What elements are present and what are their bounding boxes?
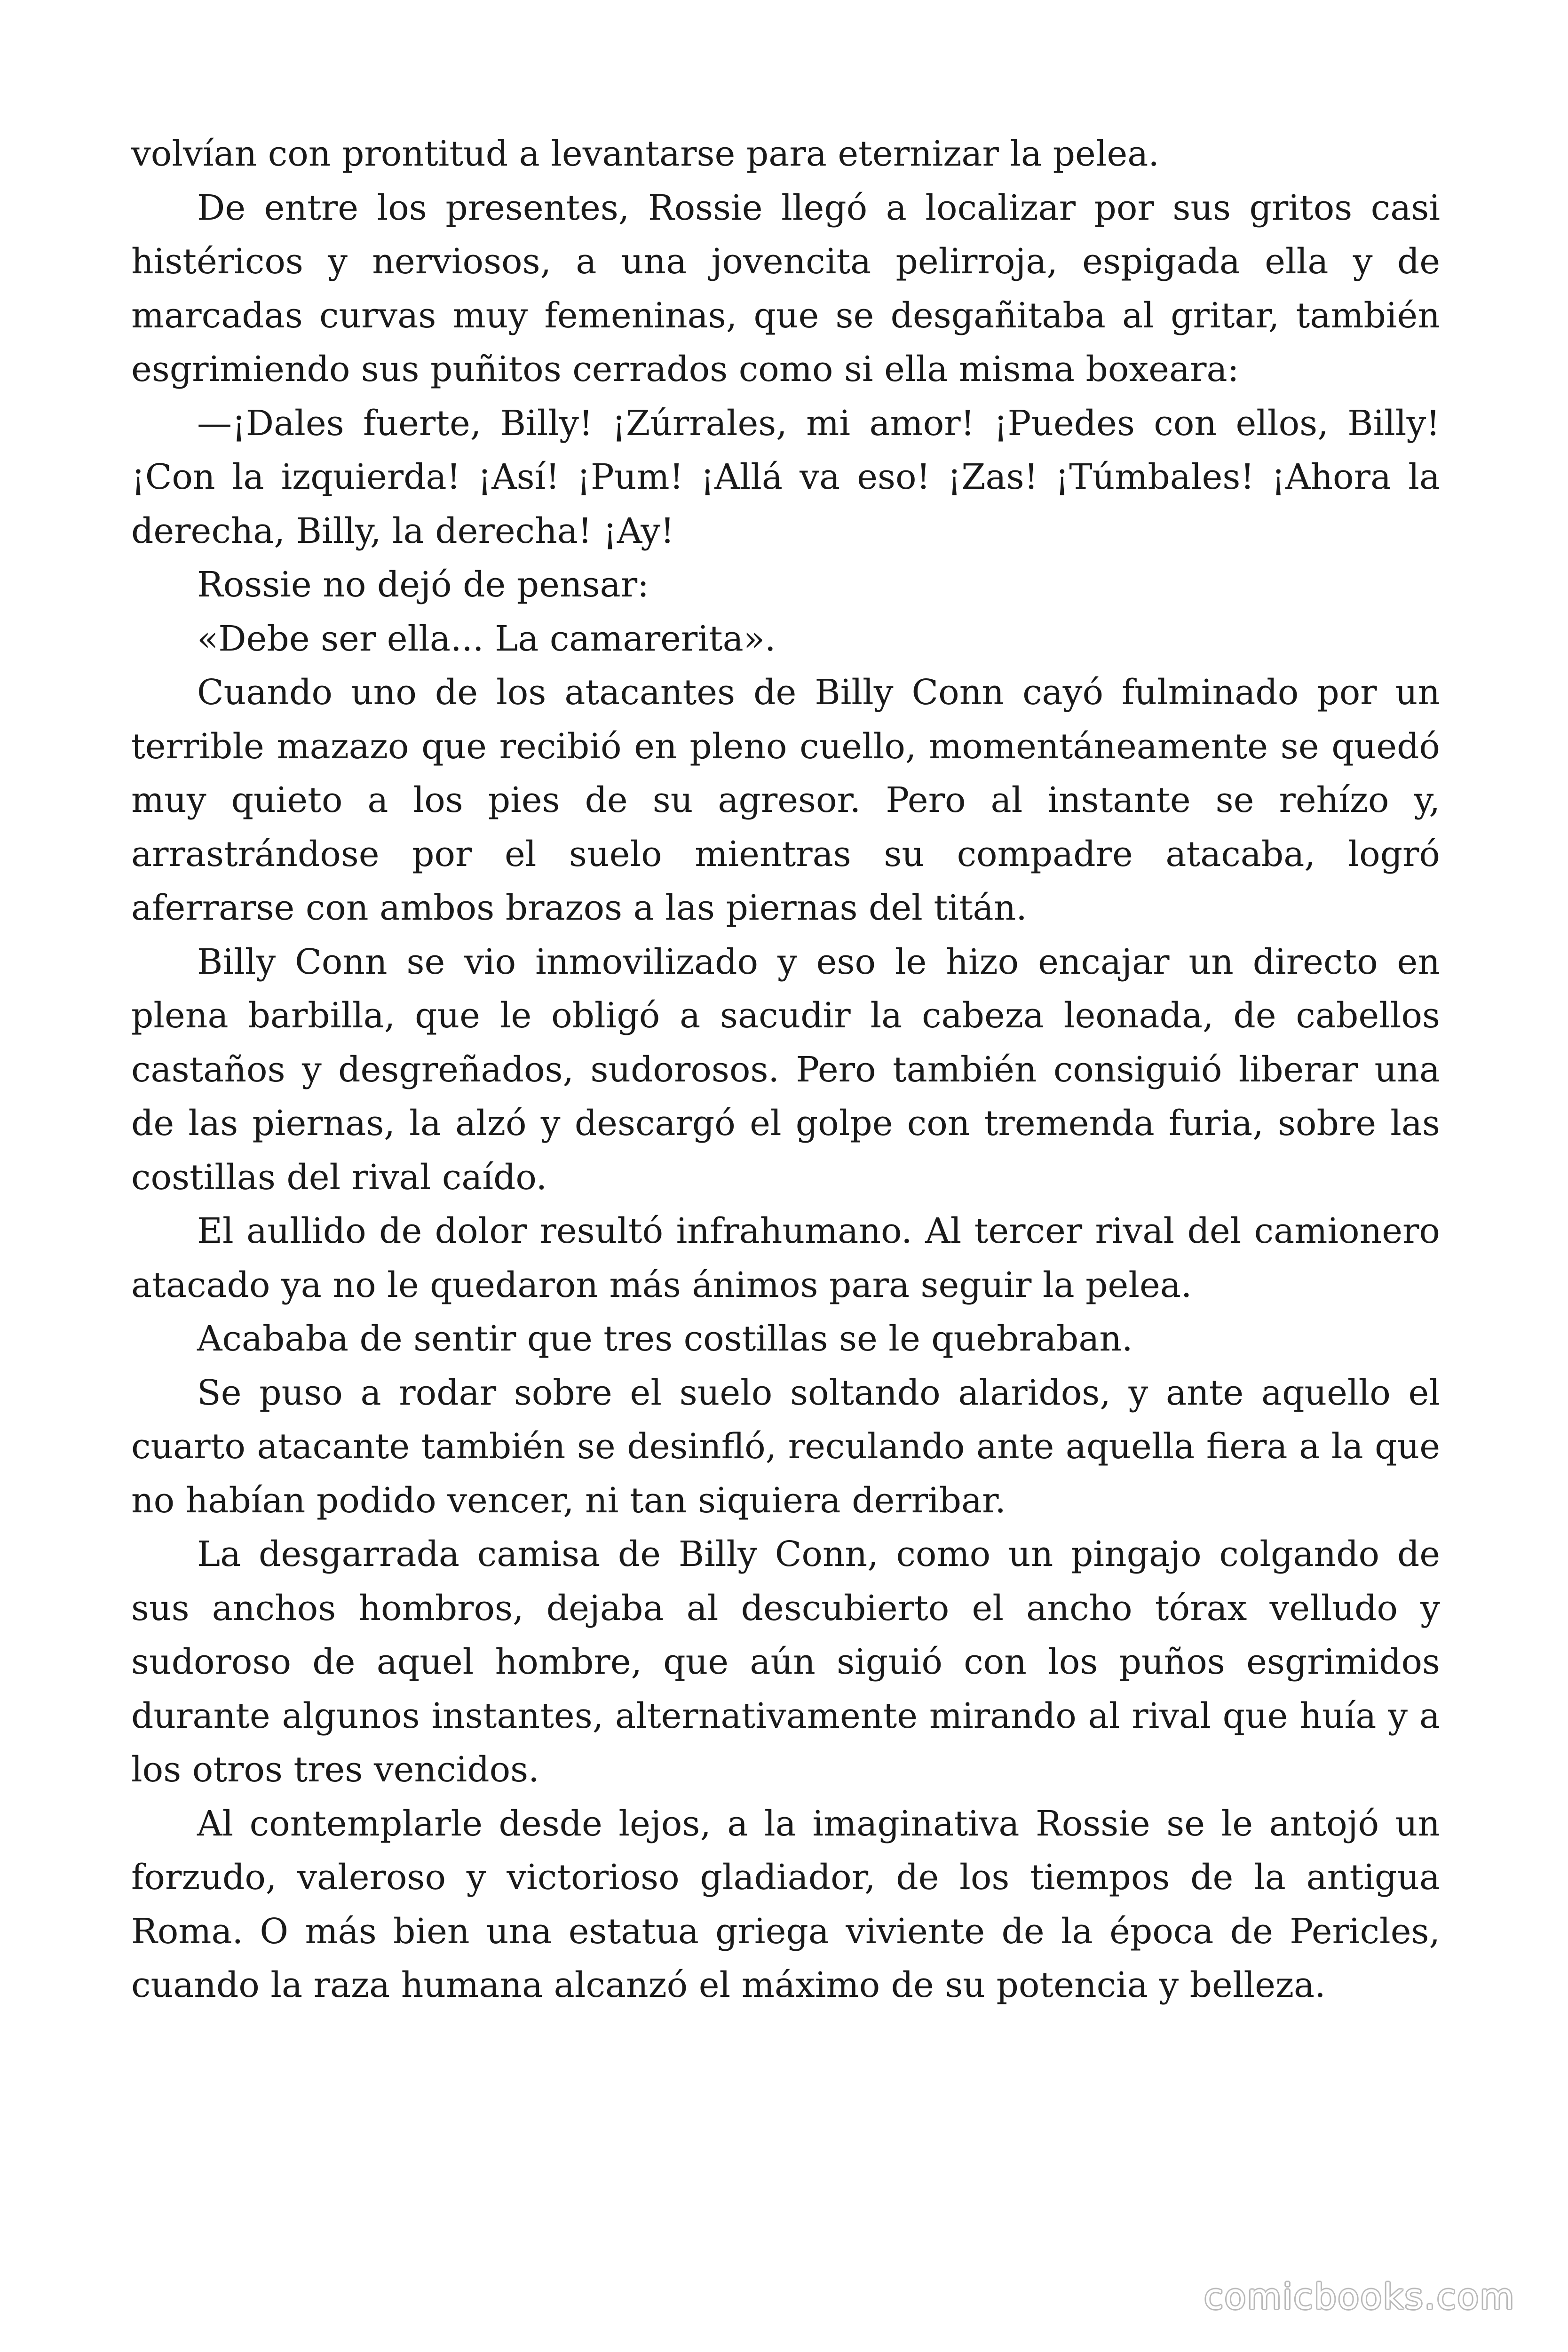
paragraph: Acababa de sentir que tres costillas se le quebraban.	[197, 1319, 1133, 1359]
paragraph: Se puso a rodar sobre el suelo soltando alaridos, y ante aquello el cuarto atacante también se desinfló, reculando ante aquella fiera a la que no habían podido vencer, ni tan siquiera derribar.	[131, 1372, 1440, 1521]
paragraph: «Debe ser ella... La camarerita».	[197, 618, 776, 659]
paragraph: Rossie no dejó de pensar:	[197, 564, 649, 605]
watermark-text: comicbooks.com	[1204, 2277, 1515, 2317]
paragraph: El aullido de dolor resultó infrahumano. Al tercer rival del camionero atacado ya no le quedaron más ánimos para seguir la pelea.	[131, 1211, 1440, 1305]
paragraph: volvían con prontitud a levantarse para eternizar la pelea.	[131, 134, 1159, 174]
paragraph: Cuando uno de los atacantes de Billy Conn cayó fulminado por un terrible mazazo que recibió en pleno cuello, momentáneamente se quedó muy quieto a los pies de su agresor. Pero al instante se rehízo y, arrastrándose por el suelo mientras su compadre atacaba, logró aferrarse con ambos brazos a las piernas del titán.	[131, 672, 1440, 928]
paragraph: —¡Dales fuerte, Billy! ¡Zúrrales, mi amor! ¡Puedes con ellos, Billy! ¡Con la izquierda! ¡Así! ¡Pum! ¡Allá va eso! ¡Zas! ¡Túmbales! ¡Ahora la derecha, Billy, la derecha! ¡Ay!	[131, 403, 1440, 551]
paragraph: Al contemplarle desde lejos, a la imaginativa Rossie se le antojó un forzudo, valeroso y victorioso gladiador, de los tiempos de la antigua Roma. O más bien una estatua griega viviente de la época de Pericles, cuando la raza humana alcanzó el máximo de su potencia y belleza.	[131, 1803, 1440, 2005]
book-page-text	[131, 127, 1440, 2012]
paragraph: La desgarrada camisa de Billy Conn, como un pingajo colgando de sus anchos hombros, dejaba al descubierto el ancho tórax velludo y sudoroso de aquel hombre, que aún siguió con los puños esgrimidos durante algunos instantes, alternativamente mirando al rival que huía y a los otros tres vencidos.	[131, 1534, 1440, 1790]
paragraph: Billy Conn se vio inmovilizado y eso le hizo encajar un directo en plena barbilla, que le obligó a sacudir la cabeza leonada, de cabellos castaños y desgreñados, sudorosos. Pero también consiguió liberar una de las piernas, la alzó y descargó el golpe con tremenda furia, sobre las costillas del rival caído.	[131, 941, 1440, 1198]
paragraph: De entre los presentes, Rossie llegó a localizar por sus gritos casi histéricos y nerviosos, a una jovencita pelirroja, espigada ella y de marcadas curvas muy femeninas, que se desgañitaba al gritar, también esgrimiendo sus puñitos cerrados como si ella misma boxeara:	[131, 187, 1440, 389]
